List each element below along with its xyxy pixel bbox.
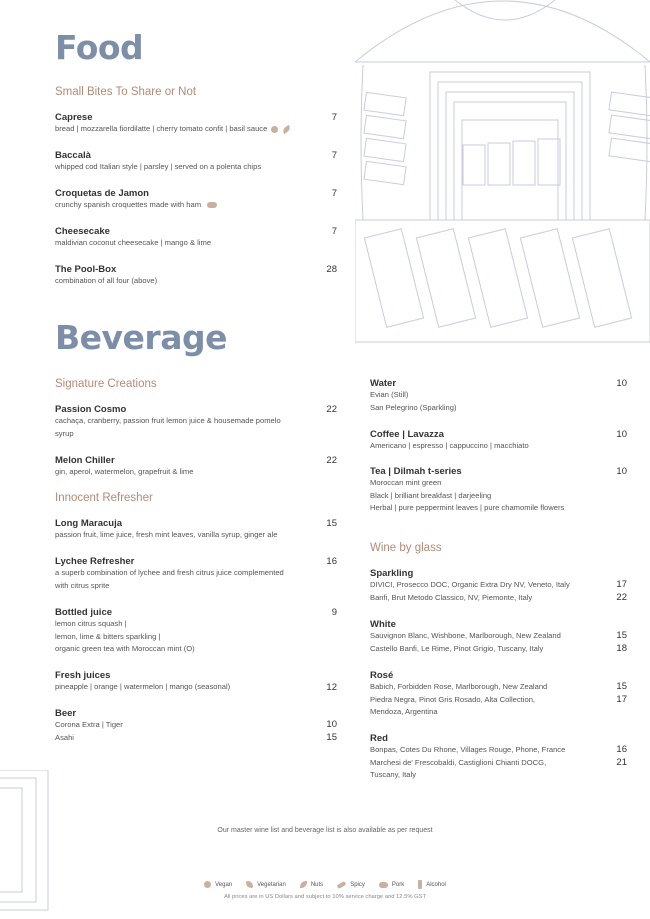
item-price: 7	[331, 112, 337, 123]
item-price: 15	[326, 731, 337, 743]
item-desc: maldivian coconut cheesecake | mango & lime	[55, 238, 212, 247]
item-price: 22	[326, 404, 337, 415]
wine-line: Babich, Forbidden Rose, Marlborough, New Zealand	[370, 682, 548, 691]
wine-line: DIVICI, Prosecco DOC, Organic Extra Dry NV, Veneto, Italy	[370, 580, 570, 589]
bottle-icon	[418, 880, 422, 889]
signature-heading: Signature Creations	[55, 378, 157, 390]
legend-nuts: Nuts	[300, 880, 323, 889]
item-desc: syrup	[55, 428, 74, 438]
item-name: Long Maracuja	[55, 518, 123, 529]
price-disclaimer: All prices are in US Dollars and subject to 10% service charge and 12.5% GST	[223, 894, 427, 900]
legend-pork: Pork	[379, 880, 404, 889]
item-desc: Evian (Still)	[370, 390, 409, 399]
item-desc: with citrus sprite	[55, 580, 110, 590]
item-desc: combination of all four (above)	[55, 276, 158, 285]
item-desc: Herbal | pure peppermint leaves | pure chamomile flowers	[370, 503, 565, 513]
wine-line: Marchesi de' Frescobaldi, Castiglioni Chianti DOCG,	[370, 757, 547, 767]
item-desc: bread | mozzarella fiordilatte | cherry tomato confit | basil sauce	[55, 124, 268, 133]
item-name: Bottled juice	[55, 607, 113, 618]
menu-item	[55, 607, 337, 656]
item-desc: whipped cod Italian style | parsley | served on a polenta chips	[55, 162, 262, 171]
item-price: 10	[616, 429, 627, 440]
item-price: 12	[326, 682, 337, 693]
wine-price: 15	[616, 681, 627, 692]
item-name: Croquetas de Jamon	[55, 188, 149, 199]
item-name: Beer	[55, 708, 77, 719]
menu-item	[55, 556, 337, 592]
item-desc: Americano | espresso | cappuccino | macchiato	[370, 441, 529, 450]
wine-line: Tuscany, Italy	[370, 770, 416, 780]
menu-item	[55, 670, 337, 694]
item-desc: San Pelegrino (Sparkling)	[370, 402, 457, 412]
item-price: 16	[326, 556, 337, 567]
wine-price: 17	[616, 693, 627, 705]
wine-line: Mendoza, Argentina	[370, 707, 438, 717]
item-desc: Corona Extra | Tiger	[55, 720, 123, 729]
wine-price: 16	[616, 744, 627, 755]
menu-item	[55, 455, 337, 479]
item-name: Cheesecake	[55, 226, 110, 237]
item-name: Water	[370, 378, 397, 389]
wine-price: 15	[616, 630, 627, 641]
item-price: 7	[331, 150, 337, 161]
item-desc: passion fruit, lime juice, fresh mint leaves, vanilla syrup, ginger ale	[55, 530, 278, 539]
item-desc: cachaça, cranberry, passion fruit lemon juice & housemade pomelo	[55, 416, 281, 425]
innocent-heading: Innocent Refresher	[55, 492, 153, 504]
chili-icon	[337, 881, 347, 889]
wine-group-sparkling	[370, 568, 627, 604]
nuts-icon	[300, 881, 307, 888]
wine-line: Sauvignon Blanc, Wishbone, Marlborough, New Zealand	[370, 631, 561, 640]
food-title: Food	[55, 28, 144, 67]
menu-item	[55, 518, 337, 542]
menu-item	[55, 226, 337, 250]
item-name: Passion Cosmo	[55, 404, 127, 415]
wine-heading: Wine by glass	[370, 542, 442, 554]
item-price: 10	[326, 719, 337, 730]
item-price: 10	[616, 378, 627, 389]
item-price: 10	[616, 466, 627, 477]
item-desc: pineapple | orange | watermelon | mango (seasonal)	[55, 682, 231, 691]
wine-line: Bonpas, Cotes Du Rhone, Villages Rouge, Phone, France	[370, 745, 566, 754]
item-desc: organic green tea with Moroccan mint (O)	[55, 644, 195, 654]
item-name: Caprese	[55, 112, 93, 123]
vegan-icon	[271, 126, 278, 133]
menu-item	[55, 188, 337, 212]
item-desc: Black | brilliant breakfast | darjeeling	[370, 490, 492, 500]
wine-line: Piedra Negra, Pinot Gris Rosado, Alta Collection,	[370, 694, 536, 704]
item-desc: gin, aperol, watermelon, grapefruit & lime	[55, 467, 194, 476]
item-price: 9	[331, 607, 337, 618]
item-price: 22	[326, 455, 337, 466]
vegetarian-icon	[282, 124, 292, 133]
menu-item	[55, 112, 337, 136]
item-desc: a superb combination of lychee and fresh citrus juice complemented	[55, 568, 284, 577]
item-name: Fresh juices	[55, 670, 111, 681]
item-name: Baccalà	[55, 150, 91, 161]
menu-item	[370, 378, 627, 414]
menu-item	[55, 708, 337, 744]
wine-group-name: Rosé	[370, 670, 394, 681]
item-desc: Asahi	[55, 732, 74, 742]
decorative-line-art	[355, 0, 650, 345]
item-name: Melon Chiller	[55, 455, 115, 466]
small-bites-heading: Small Bites To Share or Not	[55, 86, 197, 98]
menu-item	[55, 264, 337, 288]
footer-note: Our master wine list and beverage list is also available as per request	[217, 827, 433, 834]
item-name: Lychee Refresher	[55, 556, 135, 567]
item-price: 7	[331, 226, 337, 237]
wine-price: 18	[616, 642, 627, 654]
legend-spicy: Spicy	[337, 880, 365, 889]
wine-group-rose	[370, 670, 627, 719]
wine-group-name: White	[370, 619, 396, 630]
item-desc: lemon citrus squash |	[55, 619, 127, 628]
menu-item	[370, 466, 627, 515]
wine-line: Banfi, Brut Metodo Classico, NV, Piemonte, Italy	[370, 592, 533, 602]
item-price: 15	[326, 518, 337, 529]
menu-item	[370, 429, 627, 453]
item-desc: crunchy spanish croquettes made with ham	[55, 200, 202, 209]
menu-item	[55, 404, 337, 440]
item-desc: lemon, lime & bitters sparkling |	[55, 631, 161, 641]
wine-price: 22	[616, 591, 627, 603]
item-name: Tea | Dilmah t-series	[370, 466, 462, 477]
item-price: 7	[331, 188, 337, 199]
diet-legend	[0, 880, 650, 889]
vegan-icon	[204, 881, 211, 888]
item-name: Coffee | Lavazza	[370, 429, 444, 440]
pork-icon	[207, 202, 217, 208]
wine-group-white	[370, 619, 627, 655]
wine-group-name: Red	[370, 733, 388, 744]
item-price: 28	[326, 264, 337, 275]
item-name: The Pool-Box	[55, 264, 117, 275]
legend-vegan: Vegan	[204, 880, 232, 889]
wine-price: 17	[616, 579, 627, 590]
beverage-title: Beverage	[55, 318, 227, 357]
item-desc: Moroccan mint green	[370, 478, 442, 487]
legend-vegetarian: Vegetarian	[246, 880, 286, 889]
wine-line: Castello Banfi, Le Rime, Pinot Grigio, Tuscany, Italy	[370, 643, 544, 653]
menu-item	[55, 150, 337, 174]
wine-group-name: Sparkling	[370, 568, 414, 579]
pork-icon	[379, 882, 388, 888]
wine-price: 21	[616, 756, 627, 768]
legend-alcohol: Alcohol	[418, 880, 446, 889]
wine-group-red	[370, 733, 627, 782]
vegetarian-icon	[246, 881, 253, 888]
